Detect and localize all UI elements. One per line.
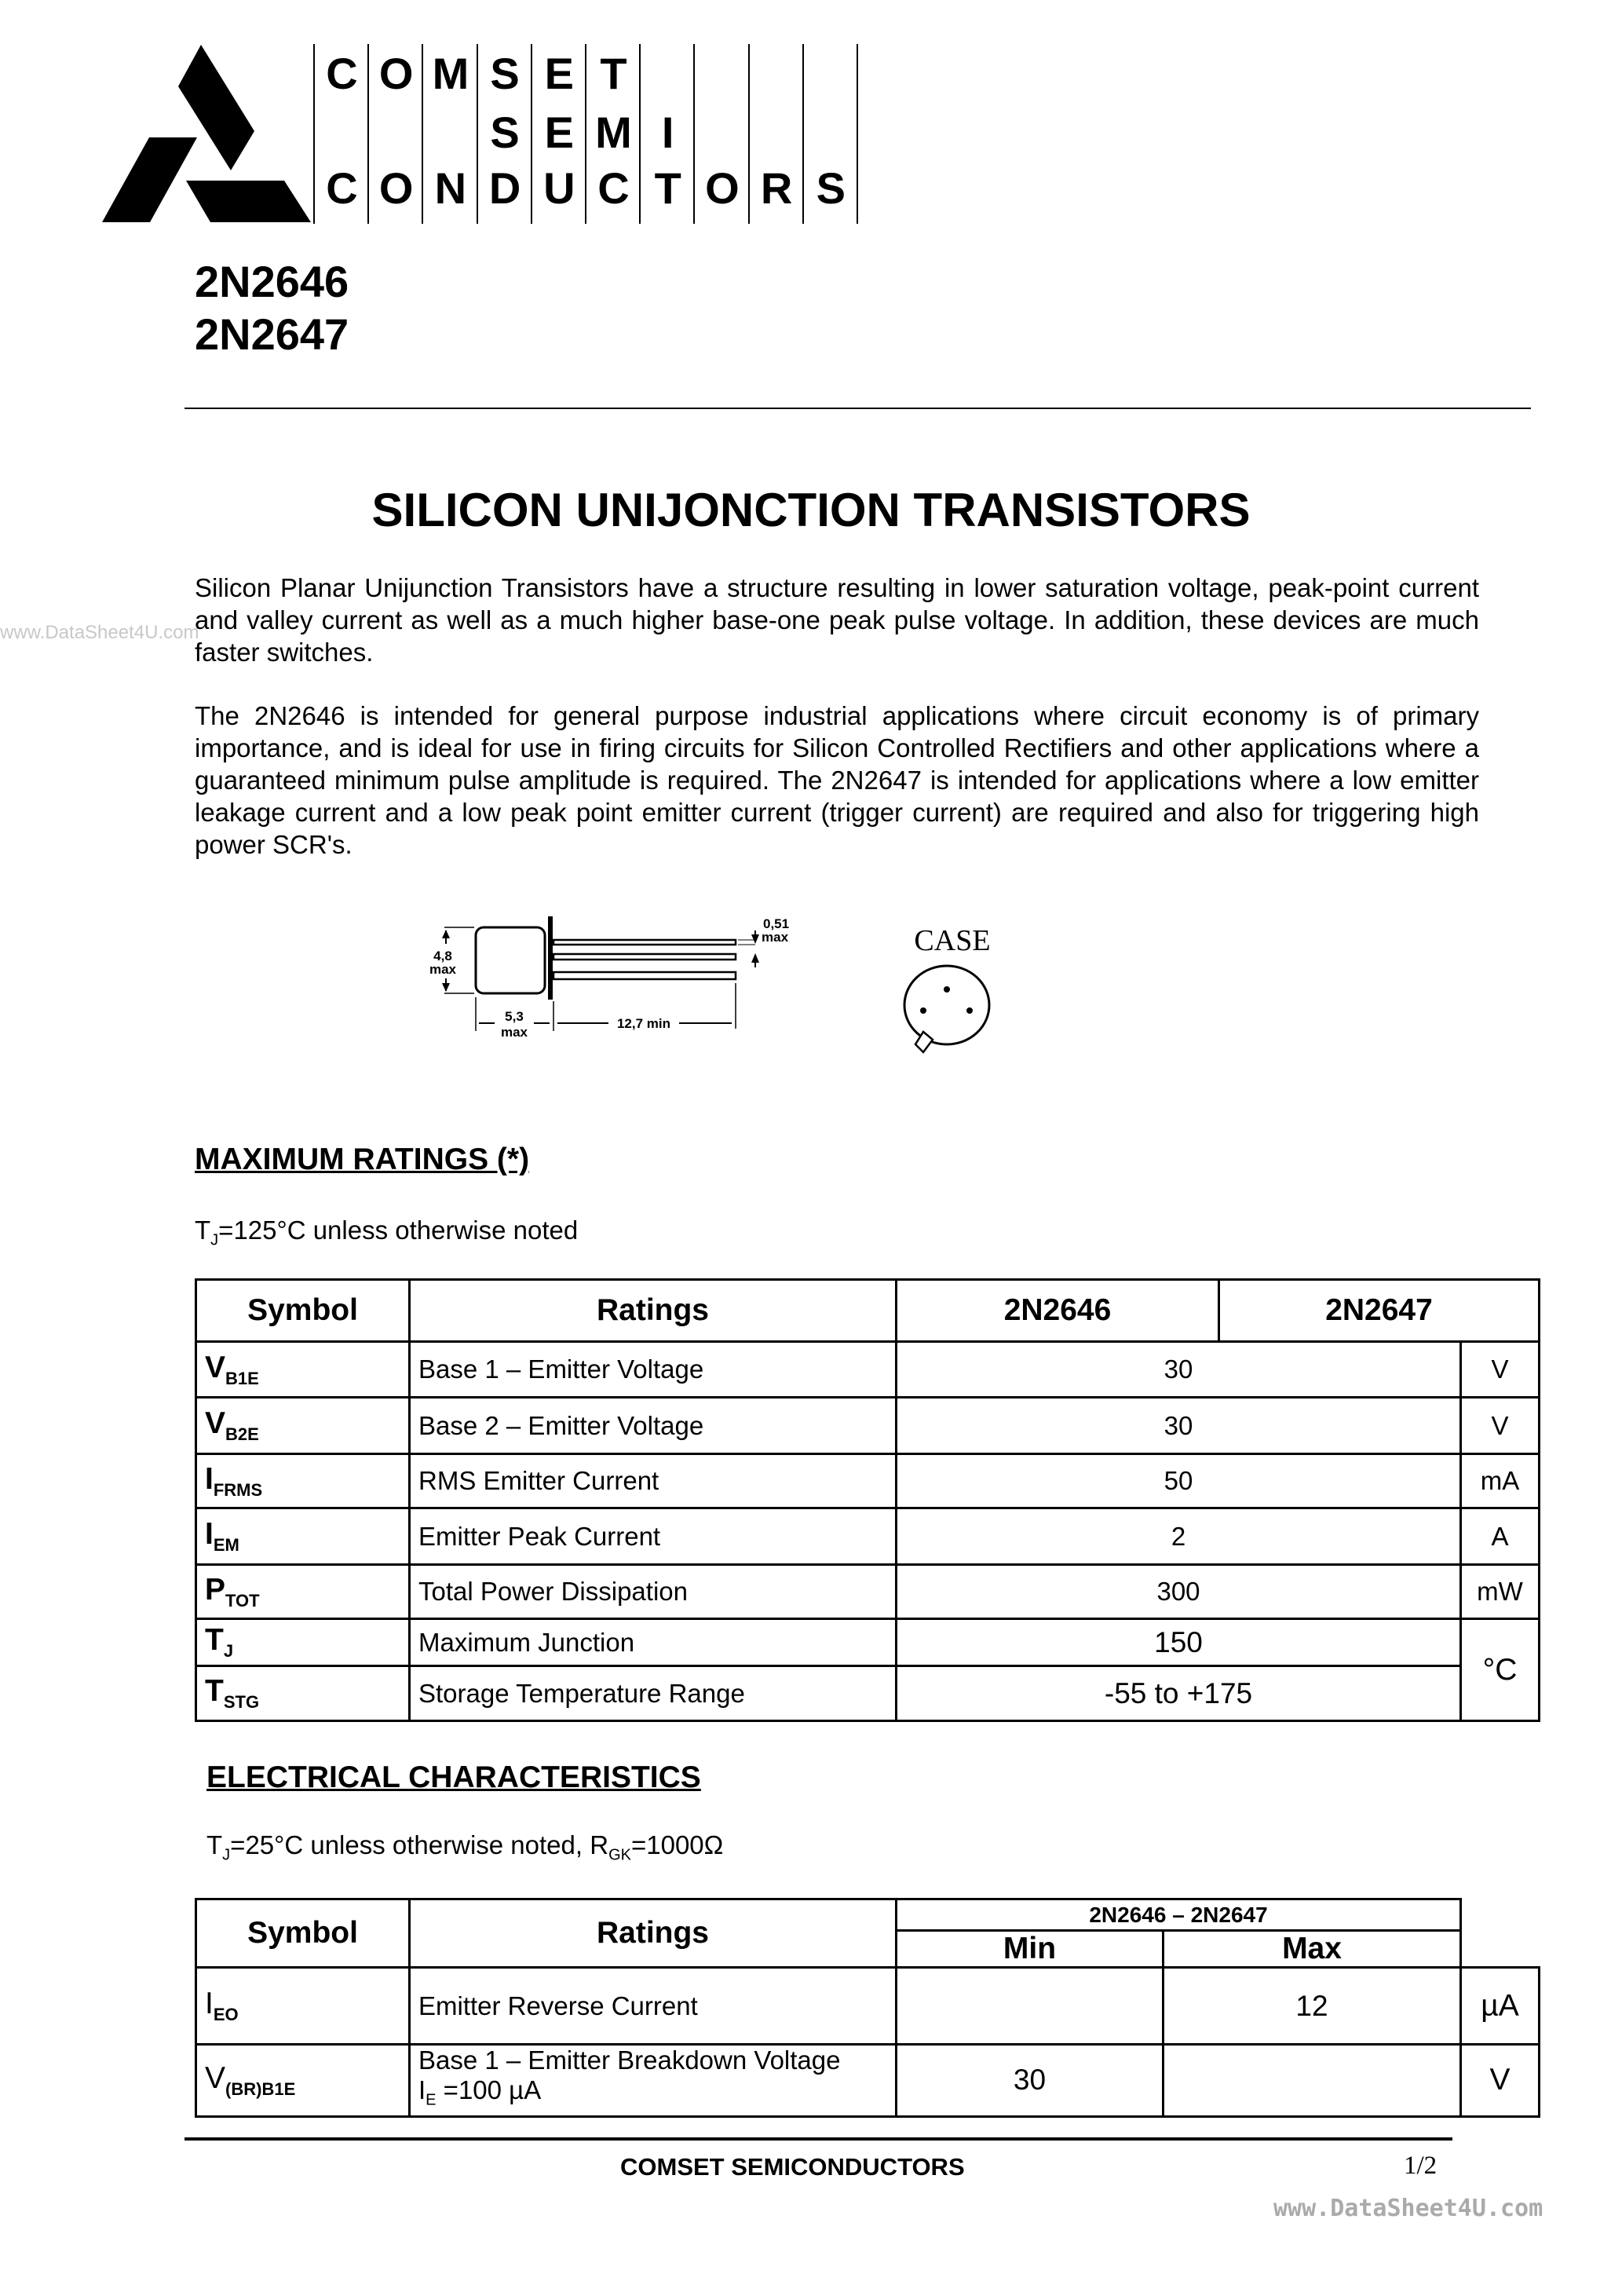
value-cell: 50: [897, 1454, 1461, 1508]
electrical-table: [195, 1898, 1540, 2118]
logo-letter: E: [544, 49, 574, 98]
logo-letter: R: [760, 163, 793, 213]
header-rule: [184, 408, 1531, 409]
logo-letter: D: [488, 163, 521, 213]
col-header-max: Max: [1164, 1931, 1461, 1968]
symbol-cell: $P_{TOT}$: [196, 1565, 410, 1619]
symbol-cell: $V_{B2E}$: [196, 1398, 410, 1454]
table-row: [196, 1619, 1540, 1666]
page-title: SILICON UNIJONCTION TRANSISTORS: [371, 484, 1251, 536]
value-cell: 30: [897, 1342, 1461, 1398]
table-row: [196, 1454, 1540, 1508]
rating-cell: Emitter Peak Current: [410, 1508, 897, 1565]
value-cell: 150: [897, 1619, 1461, 1666]
col-header-2n2646: 2N2646: [897, 1280, 1219, 1342]
rating-cell: Base 1 – Emitter Voltage: [410, 1342, 897, 1398]
rating-cell: RMS Emitter Current: [410, 1454, 897, 1508]
min-cell: 30: [897, 2045, 1164, 2117]
logo-letter: M: [432, 49, 469, 98]
logo-letter: M: [595, 108, 632, 157]
col-header-symbol: Symbol: [196, 1280, 410, 1342]
logo-letter: I: [661, 108, 674, 157]
col-header-min: Min: [897, 1931, 1164, 1968]
table-row: [196, 1508, 1540, 1565]
unit-cell: °C: [1461, 1619, 1540, 1721]
unit-cell: V: [1461, 1398, 1540, 1454]
value-cell: 300: [897, 1565, 1461, 1619]
part-number-2: 2N2647: [195, 309, 349, 359]
lead-max-label: max: [762, 930, 789, 945]
case-label: CASE: [914, 924, 991, 957]
package-outline-drawing: [393, 903, 1036, 1076]
electrical-heading: ELECTRICAL CHARACTERISTICS: [206, 1760, 701, 1794]
logo-letter: O: [378, 49, 414, 98]
rating-cell: Base 2 – Emitter Voltage: [410, 1398, 897, 1454]
rating-cell: Base 1 – Emitter Breakdown Voltage $I_E =100$ µA: [410, 2045, 897, 2117]
unit-cell: V: [1461, 2045, 1540, 2117]
value-cell: -55 to +175: [897, 1666, 1461, 1721]
table-row: [196, 1398, 1540, 1454]
max-cell: 12: [1164, 1968, 1461, 2045]
unit-cell: V: [1461, 1342, 1540, 1398]
footer-site-link[interactable]: www.DataSheet4U.com: [1273, 2195, 1543, 2222]
max-ratings-table: [195, 1278, 1540, 1722]
max-ratings-condition: $T_J=125^\circ C$ unless otherwise noted: [195, 1216, 579, 1249]
logo-letter: N: [434, 163, 467, 213]
col-header-ratings: Ratings: [410, 1899, 897, 1968]
rating-cell: Emitter Reverse Current: [410, 1968, 897, 2045]
table-row: [196, 2045, 1540, 2117]
table-row: [196, 1565, 1540, 1619]
logo-letter: U: [543, 163, 575, 213]
unit-cell: mA: [1461, 1454, 1540, 1508]
value-cell: 30: [897, 1398, 1461, 1454]
col-header-2n2647: 2N2647: [1219, 1280, 1540, 1342]
height-max-label: max: [429, 962, 457, 977]
body-length-label: 5,3: [505, 1009, 524, 1024]
description-paragraph: The 2N2646 is intended for general purpose industrial applications where circuit economy is of primary importance, and is ideal for use in firing circuits for Silicon Controlled Rectifiers and other applications where a guaranteed minimum pulse amplitude is required. The 2N2647 is intended for applications where a low emitter leakage current and a low peak point emitter current (trigger current) are required and also for triggering high power SCR's.: [195, 701, 1479, 859]
logo-letter: S: [816, 163, 846, 213]
intro-paragraph: Silicon Planar Unijunction Transistors have a structure resulting in lower saturation voltage, peak-point current and valley current as well as a much higher base-one peak pulse voltage. In addition, these devices are much faster switches.: [195, 573, 1479, 667]
comset-logo-icon: [0, 0, 330, 236]
min-cell: [897, 1968, 1164, 2045]
logo-letter: C: [326, 163, 358, 213]
logo-letter: E: [544, 108, 574, 157]
lead-length-label: 12,7 min: [616, 1016, 671, 1031]
logo-letter: O: [378, 163, 414, 213]
unit-cell: A: [1461, 1508, 1540, 1565]
col-header-parts: 2N2646 – 2N2647: [897, 1899, 1461, 1931]
logo-letter: T: [654, 163, 681, 213]
body-max-label: max: [500, 1025, 528, 1040]
part-number-1: 2N2646: [195, 257, 349, 306]
symbol-cell: $T_J$: [196, 1619, 410, 1666]
footer-company: COMSET SEMICONDUCTORS: [620, 2153, 965, 2181]
value-cell: 2: [897, 1508, 1461, 1565]
rating-cell: Total Power Dissipation: [410, 1565, 897, 1619]
unit-cell: mW: [1461, 1565, 1540, 1619]
col-header-symbol: Symbol: [196, 1899, 410, 1968]
symbol-cell: $T_{STG}$: [196, 1666, 410, 1721]
rating-cell: Storage Temperature Range: [410, 1666, 897, 1721]
symbol-cell: $I_{EM}$: [196, 1508, 410, 1565]
symbol-cell: $V_{B1E}$: [196, 1342, 410, 1398]
table-row: [196, 1342, 1540, 1398]
watermark: www.DataSheet4U.com: [0, 622, 199, 643]
table-row: [196, 1666, 1540, 1721]
logo-letter: O: [705, 163, 740, 213]
symbol-cell: $I_{FRMS}$: [196, 1454, 410, 1508]
logo-letter: S: [490, 108, 520, 157]
logo-letter: C: [597, 163, 630, 213]
unit-cell: µA: [1461, 1968, 1540, 2045]
footer-rule: [184, 2137, 1452, 2141]
lead-dia-label: 0,51: [763, 916, 790, 931]
logo-letter: C: [326, 49, 358, 98]
height-dim-label: 4,8: [433, 949, 452, 963]
electrical-condition: $T_J=25^\circ C$ unless otherwise noted, $R_{GK}=1000\Omega$: [206, 1830, 724, 1864]
col-header-ratings: Ratings: [410, 1280, 897, 1342]
rating-cell: Maximum Junction: [410, 1619, 897, 1666]
logo-letter: S: [490, 49, 520, 98]
page-number: 1/2: [1404, 2152, 1438, 2180]
logo-letter: T: [600, 49, 627, 98]
max-cell: [1164, 2045, 1461, 2117]
symbol-cell: $I_{EO}$: [196, 1968, 410, 2045]
max-ratings-heading: MAXIMUM RATINGS (*): [195, 1143, 530, 1176]
table-row: [196, 1968, 1540, 2045]
symbol-cell: $V_{(BR)B1E}$: [196, 2045, 410, 2117]
